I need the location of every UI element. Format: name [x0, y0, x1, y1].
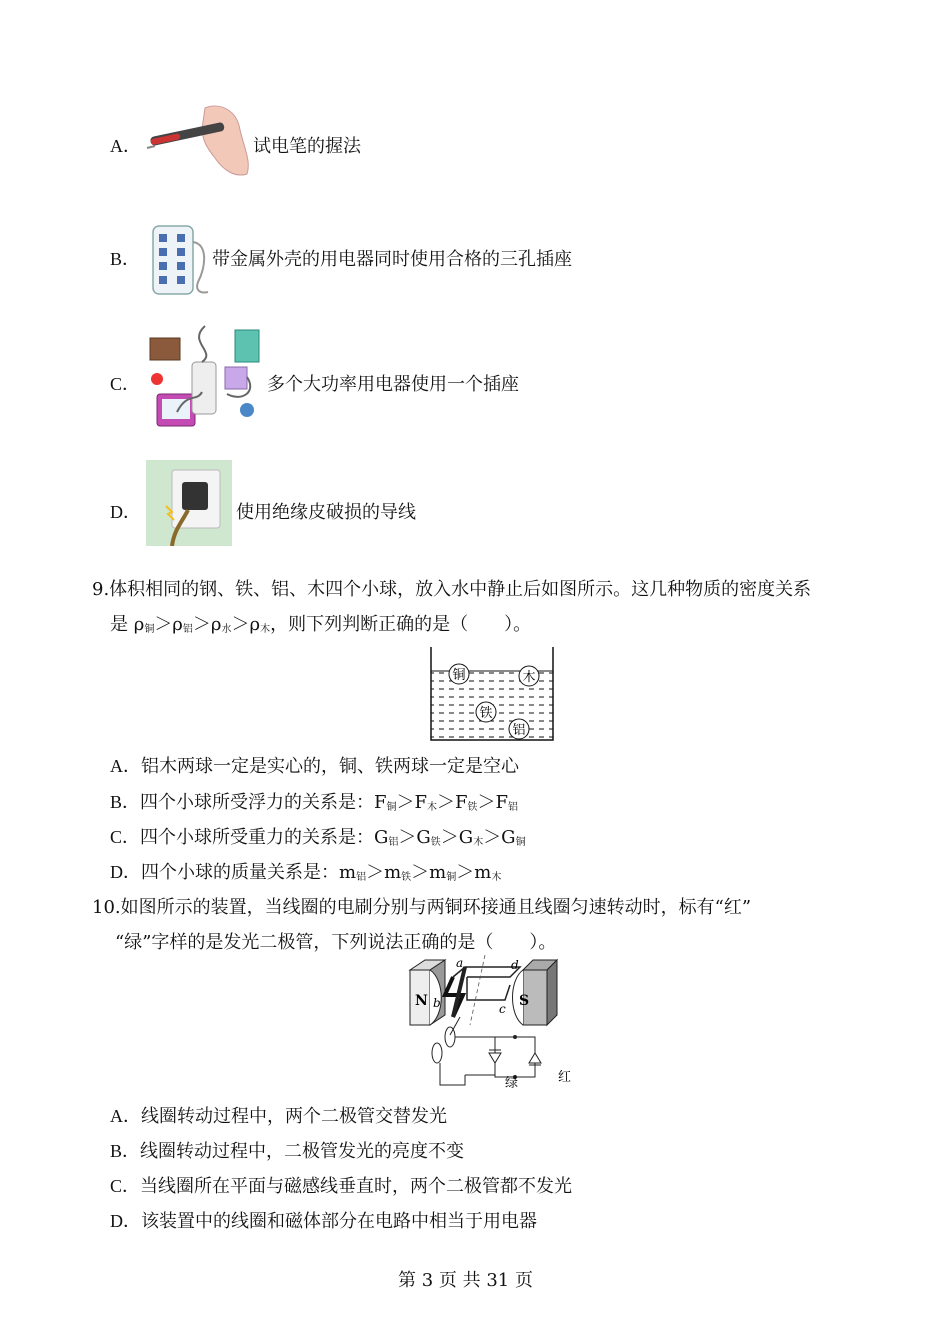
overloaded-socket-icon: [147, 322, 265, 430]
q8-option-d: [110, 498, 141, 524]
coil-a-label: a: [456, 956, 464, 970]
q10-generator-figure: [405, 955, 580, 1090]
magnet-s-label: S: [519, 993, 530, 1009]
q9-option-b: B．四个小球所受浮力的关系是：$F_铜>F_木>F_铁>F_铝$: [110, 792, 519, 813]
test-pen-hand-icon: [145, 100, 250, 180]
damaged-wire-icon: [146, 460, 232, 546]
magnet-n-label: N: [415, 993, 428, 1009]
q8-option-a: [110, 132, 141, 158]
coil-b-label: b: [433, 996, 441, 1010]
ball-iron-label: 铁: [479, 706, 493, 721]
power-strip-icon: [150, 222, 212, 297]
q8-option-c: [110, 370, 140, 396]
ball-aluminum-label: 铝: [512, 723, 526, 738]
q10-option-b: B．线圈转动过程中，二极管发光的亮度不变: [110, 1141, 465, 1162]
option-letter: B．: [110, 249, 141, 269]
q8-option-b-text: 带金属外壳的用电器同时使用合格的三孔插座: [212, 249, 572, 270]
q10-stem-line1: 10.如图所示的装置，当线圈的电刷分别与两铜环接通且线圈匀速转动时，标有“红”: [92, 897, 752, 918]
option-letter: D．: [110, 502, 141, 522]
q8-option-d-text: 使用绝缘皮破损的导线: [236, 502, 416, 523]
coil-d-label: d: [511, 958, 519, 972]
q9-option-d: D．四个小球的质量关系是：$m_铝>m_铁>m_铜>m_木$: [110, 862, 502, 883]
ball-wood-label: 木: [522, 670, 536, 685]
q9-stem-line2: 是 $\rho_铜>\rho_铝>\rho_水>\rho_木$，则下列判断正确的是（ ）。: [110, 614, 532, 635]
page-footer: 第 3 页 共 31 页: [398, 1270, 533, 1291]
q9-stem-line1: 9.体积相同的钢、铁、铝、木四个小球，放入水中静止后如图所示。这几种物质的密度关系: [92, 579, 812, 600]
q10-option-c: C．当线圈所在平面与磁感线垂直时，两个二极管都不发光: [110, 1176, 573, 1197]
coil-c-label: c: [499, 1002, 506, 1016]
diode-red-label: 红: [558, 1070, 572, 1085]
ball-copper-label: 铜: [452, 668, 466, 683]
q8-option-a-text: 试电笔的握法: [253, 136, 361, 157]
q10-option-a: A．线圈转动过程中，两个二极管交替发光: [110, 1106, 447, 1127]
option-letter: C．: [110, 374, 141, 394]
q10-stem-line2: “绿”字样的是发光二极管，下列说法正确的是（ ）。: [115, 932, 557, 953]
q9-beaker-figure: [428, 645, 558, 743]
q8-option-b: [110, 245, 140, 271]
q8-option-c-text: 多个大功率用电器使用一个插座: [267, 374, 519, 395]
q10-option-d: D．该装置中的线圈和磁体部分在电路中相当于用电器: [110, 1211, 537, 1232]
q9-option-a: A．铝木两球一定是实心的，铜、铁两球一定是空心: [110, 756, 519, 777]
diode-green-label: 绿: [505, 1076, 519, 1090]
q9-option-c: C．四个小球所受重力的关系是：$G_铝>G_铁>G_木>G_铜$: [110, 827, 526, 848]
option-letter: A．: [110, 136, 141, 156]
